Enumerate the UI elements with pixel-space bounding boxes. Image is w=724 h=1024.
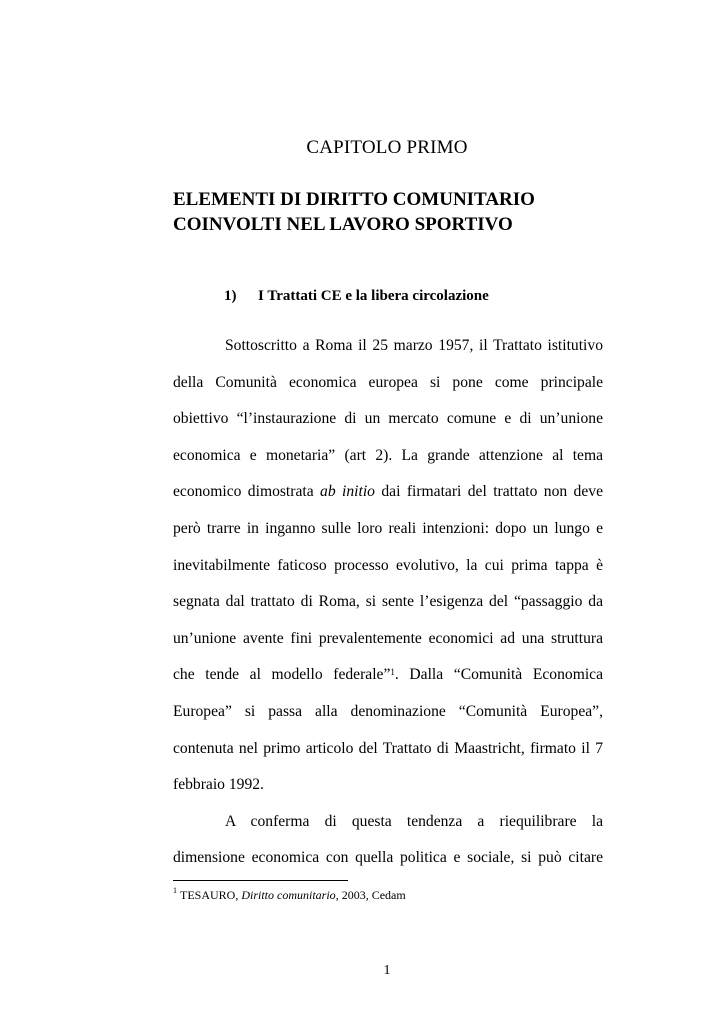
footnote-marker: 1: [173, 886, 177, 895]
line-text: economico dimostrata: [173, 483, 321, 501]
paragraph-line: contenuta nel primo articolo del Trattato di Maastricht, firmato il 7: [173, 739, 603, 757]
chapter-title-line: ELEMENTI DI DIRITTO COMUNITARIO: [173, 189, 535, 210]
line-text: dai firmatari del trattato non deve: [374, 483, 603, 501]
paragraph-line: economica e monetaria” (art 2). La grande attenzione al tema: [173, 446, 603, 464]
line-text: . Dalla “Comunità Economica: [394, 666, 603, 684]
paragraph-line: segnata dal trattato di Roma, si sente l’esigenza del “passaggio da: [173, 593, 603, 611]
paragraph-line: della Comunità economica europea si pone come principale: [173, 373, 603, 391]
line-text: che tende al modello federale”: [173, 666, 391, 684]
chapter-label: CAPITOLO PRIMO: [306, 137, 468, 158]
paragraph-line: [173, 657, 603, 694]
paragraph-line: Sottoscritto a Roma il 25 marzo 1957, il Trattato istitutivo: [225, 337, 603, 354]
paragraph-line: Europea” si passa alla denominazione “Comunità Europea”,: [173, 702, 603, 720]
paragraph-line: però trarre in inganno sulle loro reali intenzioni: dopo un lungo e: [173, 519, 603, 537]
paragraph-line: dimensione economica con quella politica e sociale, si può citare: [173, 849, 603, 867]
footnote-separator: [173, 880, 348, 881]
page-number: 1: [383, 963, 391, 978]
section-heading: [224, 288, 489, 305]
footnote-work: Diritto comunitario: [241, 888, 336, 902]
section-title: I Trattati CE e la libera circolazione: [258, 288, 489, 304]
footnote-details: , 2003, Cedam: [335, 888, 406, 902]
paragraph-line: inevitabilmente faticoso processo evolutivo, la cui prima tappa è: [173, 556, 603, 574]
body-text: [173, 328, 603, 877]
paragraph-line: un’unione avente fini prevalentemente economici ad una struttura: [173, 629, 603, 647]
italic-phrase: ab initio: [320, 483, 375, 501]
footnote-author: TESAURO,: [180, 888, 242, 902]
paragraph-line: [173, 474, 603, 511]
paragraph-line: febbraio 1992.: [173, 776, 264, 794]
section-number: 1): [224, 288, 237, 304]
chapter-title-line: COINVOLTI NEL LAVORO SPORTIVO: [173, 214, 513, 235]
footnote-reference[interactable]: 1: [390, 667, 395, 678]
footnote: [173, 888, 406, 903]
chapter-title: [173, 187, 613, 237]
paragraph-line: obiettivo “l’instaurazione di un mercato comune e di un’unione: [173, 410, 603, 428]
paragraph-line: A conferma di questa tendenza a riequilibrare la: [225, 812, 603, 830]
